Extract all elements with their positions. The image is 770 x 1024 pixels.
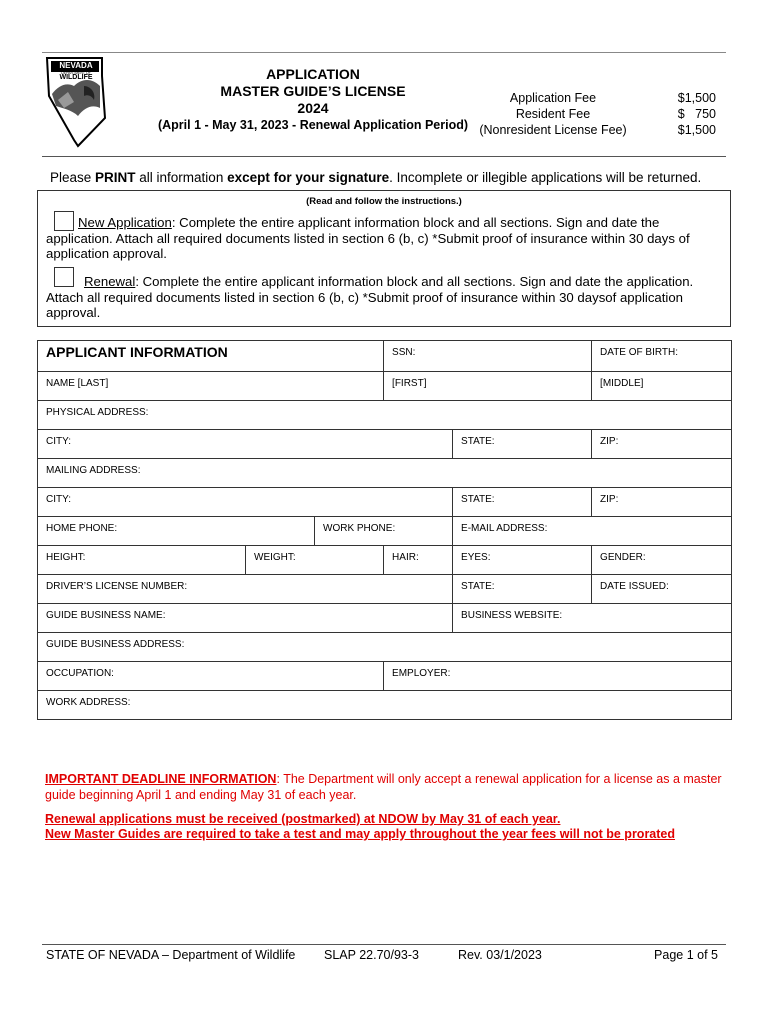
renewal-deadline-line: Renewal applications must be received (postmarked) at NDOW by May 31 of each year. (45, 812, 561, 826)
mailing-state-label: STATE: (461, 494, 495, 505)
dl-state-field[interactable] (453, 575, 592, 604)
eyes-field[interactable] (453, 546, 592, 575)
state-label: STATE: (461, 436, 495, 447)
renewal-text (46, 274, 726, 321)
hair-field[interactable] (384, 546, 453, 575)
instructions-box (37, 190, 731, 327)
employer-label: EMPLOYER: (392, 668, 451, 679)
applicant-info-heading-cell (38, 341, 384, 372)
height-label: HEIGHT: (46, 552, 86, 563)
footer-page: Page 1 of 5 (654, 948, 718, 962)
top-rule (42, 52, 726, 53)
new-application-text (46, 215, 726, 262)
middle-name-field[interactable] (592, 372, 732, 401)
physical-state-field[interactable] (453, 430, 592, 459)
zip-label: ZIP: (600, 436, 619, 447)
date-issued-field[interactable] (592, 575, 732, 604)
dl-number-label: DRIVER’S LICENSE NUMBER: (46, 581, 188, 592)
middle-name-label: [MIDDLE] (600, 378, 644, 389)
renewal-label: Renewal (84, 274, 136, 289)
physical-address-field[interactable] (38, 401, 732, 430)
deadline-info (45, 772, 725, 803)
fee-label-resident: Resident Fee (515, 107, 591, 121)
fee-label-application: Application Fee (509, 91, 597, 105)
date-issued-label: DATE ISSUED: (600, 581, 669, 592)
home-phone-label: HOME PHONE: (46, 523, 118, 534)
footer-form-number: SLAP 22.70/93-3 (324, 948, 419, 962)
city-label: CITY: (46, 436, 72, 447)
print-bold: PRINT (95, 170, 136, 185)
fee-amount-application: $1,500 (677, 91, 716, 105)
dl-number-field[interactable] (38, 575, 453, 604)
email-label: E-MAIL ADDRESS: (461, 523, 548, 534)
gender-label: GENDER: (600, 552, 646, 563)
hair-label: HAIR: (392, 552, 419, 563)
renewal-body: : Complete the entire applicant information block and all sections. Sign and date the application. Attach all required documents listed in section 6 (b, c) *Submit proof of insurance within 30 daysof application approval. (46, 274, 694, 320)
title-application: APPLICATION (266, 66, 360, 82)
fee-amount-resident: $ 750 (677, 107, 716, 121)
business-website-label: BUSINESS WEBSITE: (461, 610, 563, 621)
business-address-field[interactable] (38, 633, 732, 662)
mailing-city-label: CITY: (46, 494, 72, 505)
print-pre: Please (50, 170, 96, 185)
print-post: . Incomplete or illegible applications will be returned. (389, 170, 702, 185)
header-rule (42, 156, 726, 157)
business-name-field[interactable] (38, 604, 453, 633)
eyes-label: EYES: (461, 552, 491, 563)
first-name-field[interactable] (384, 372, 592, 401)
mailing-city-field[interactable] (38, 488, 453, 517)
dob-field[interactable] (592, 341, 732, 372)
physical-address-label: PHYSICAL ADDRESS: (46, 407, 149, 418)
work-address-label: WORK ADDRESS: (46, 697, 131, 708)
occupation-label: OCCUPATION: (46, 668, 114, 679)
first-name-label: [FIRST] (392, 378, 427, 389)
deadline-heading: IMPORTANT DEADLINE INFORMATION (45, 772, 277, 786)
mailing-address-label: MAILING ADDRESS: (46, 465, 141, 476)
print-instruction (50, 170, 740, 185)
ndow-logo (44, 56, 106, 148)
new-application-body: : Complete the entire applicant information block and all sections. Sign and date the application. Attach all required documents listed in section 6 (b, c) *Submit proof of insurance within 30 days of application approval. (46, 215, 690, 261)
work-phone-label: WORK PHONE: (323, 523, 396, 534)
title-year: 2024 (297, 100, 329, 116)
home-phone-field[interactable] (38, 517, 315, 546)
mailing-address-field[interactable] (38, 459, 732, 488)
footer-agency: STATE OF NEVADA – Department of Wildlife (46, 948, 296, 962)
last-name-field[interactable] (38, 372, 384, 401)
ssn-field[interactable] (384, 341, 592, 372)
applicant-info-heading: APPLICANT INFORMATION (46, 344, 228, 360)
business-website-field[interactable] (453, 604, 732, 633)
mailing-zip-field[interactable] (592, 488, 732, 517)
renewal-period: (April 1 - May 31, 2023 - Renewal Application Period) (157, 118, 469, 132)
logo-text-mid: DEPARTMENT OF (61, 71, 91, 75)
dob-label: DATE OF BIRTH: (600, 347, 679, 358)
business-name-label: GUIDE BUSINESS NAME: (46, 610, 166, 621)
occupation-field[interactable] (38, 662, 384, 691)
employer-field[interactable] (384, 662, 732, 691)
gender-field[interactable] (592, 546, 732, 575)
deadline-text: : The Department will only accept a renewal application for a license as a master guide beginning April 1 and ending May 31 of each year. (45, 772, 722, 802)
fee-amount-nonresident: $1,500 (677, 123, 716, 137)
ssn-label: SSN: (392, 347, 416, 358)
dl-state-label: STATE: (461, 581, 495, 592)
applicant-info-table (37, 340, 732, 720)
logo-text-top: NEVADA (59, 61, 93, 70)
email-field[interactable] (453, 517, 732, 546)
weight-field[interactable] (246, 546, 384, 575)
physical-city-field[interactable] (38, 430, 453, 459)
mailing-zip-label: ZIP: (600, 494, 619, 505)
print-bold2: except for your signature (227, 170, 390, 185)
footer-rule (42, 944, 726, 945)
new-guide-note: New Master Guides are required to take a test and may apply throughout the year fees will not be prorated (45, 827, 676, 841)
work-address-field[interactable] (38, 691, 732, 720)
work-phone-field[interactable] (315, 517, 453, 546)
new-application-label: New Application (78, 215, 172, 230)
business-address-label: GUIDE BUSINESS ADDRESS: (46, 639, 185, 650)
last-name-label: NAME [LAST] (46, 378, 109, 389)
print-mid: all information (135, 170, 228, 185)
title-license: MASTER GUIDE’S LICENSE (220, 83, 406, 99)
physical-zip-field[interactable] (592, 430, 732, 459)
fee-label-nonresident: (Nonresident License Fee) (479, 123, 627, 137)
height-field[interactable] (38, 546, 246, 575)
read-note: (Read and follow the instructions.) (306, 196, 462, 207)
weight-label: WEIGHT: (254, 552, 296, 563)
footer-revision: Rev. 03/1/2023 (458, 948, 542, 962)
mailing-state-field[interactable] (453, 488, 592, 517)
logo-text-bottom: WILDLIFE (59, 74, 93, 81)
